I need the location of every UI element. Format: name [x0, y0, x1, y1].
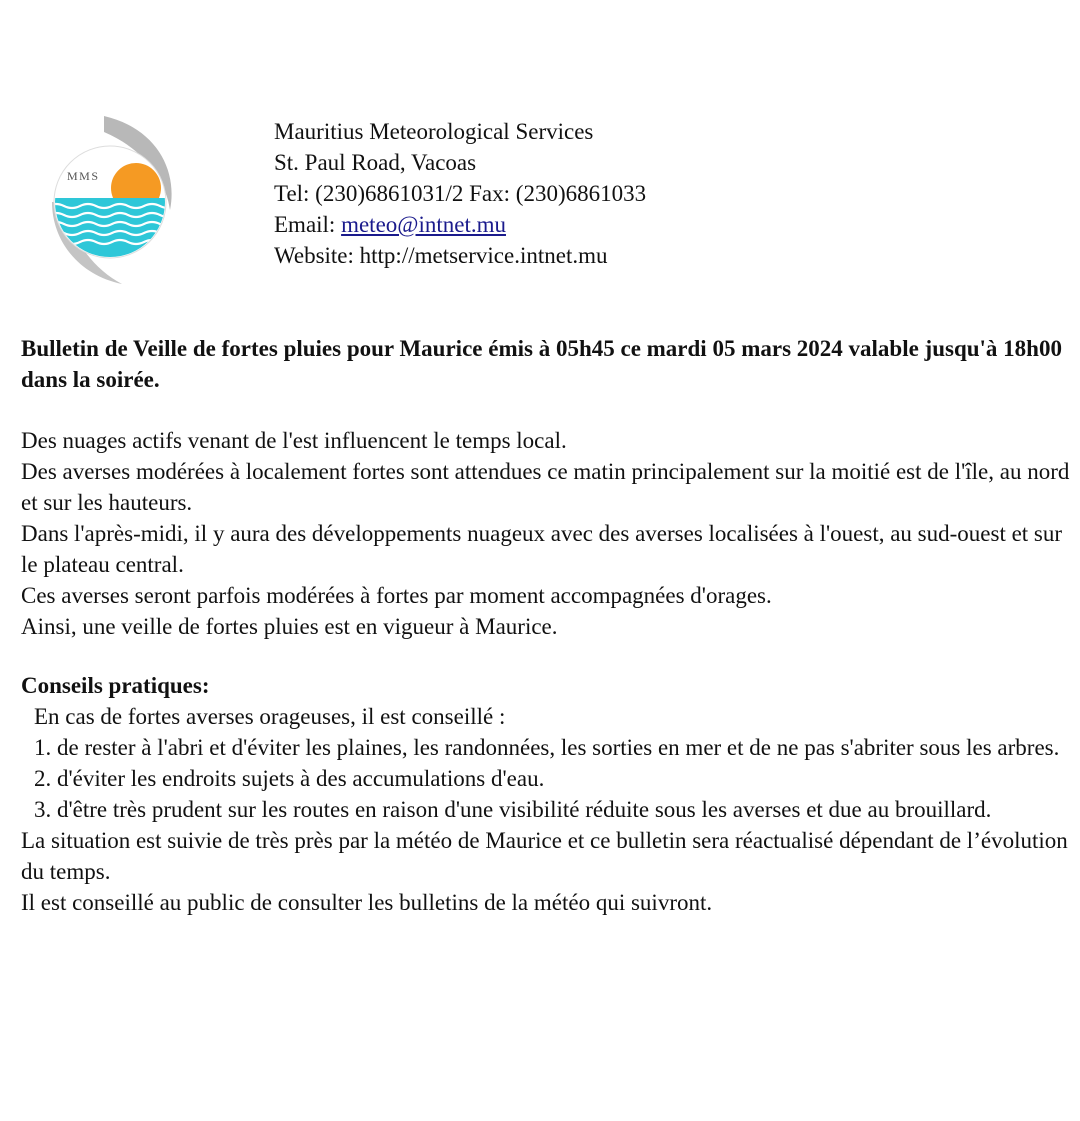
advice-item: 3. d'être très prudent sur les routes en raison d'une visibilité réduite sous les averses et due au brouillard. — [34, 797, 992, 822]
org-address: St. Paul Road, Vacoas — [274, 150, 477, 175]
advice-title: Conseils pratiques: — [21, 673, 210, 698]
org-phone-fax: Tel: (230)6861031/2 Fax: (230)6861033 — [274, 181, 647, 206]
closing-paragraph: Il est conseillé au public de consulter les bulletins de la météo qui suivront. — [21, 890, 713, 915]
bulletin-body — [21, 425, 1071, 642]
contact-block — [274, 116, 974, 271]
closing-paragraph: La situation est suivie de très près par la météo de Maurice et ce bulletin sera réactualisé dépendant de l’évolution du temps. — [21, 828, 1068, 884]
advice-item: 2. d'éviter les endroits sujets à des accumulations d'eau. — [34, 766, 545, 791]
org-email-line — [274, 209, 974, 240]
advice-intro: En cas de fortes averses orageuses, il est conseillé : — [34, 704, 506, 729]
body-paragraph: Ainsi, une veille de fortes pluies est en vigueur à Maurice. — [21, 614, 558, 639]
org-name: Mauritius Meteorological Services — [274, 119, 594, 144]
body-paragraph: Des averses modérées à localement fortes sont attendues ce matin principalement sur la moitié est de l'île, au nord et sur les hauteurs. — [21, 459, 1070, 515]
email-link[interactable]: meteo@intnet.mu — [341, 212, 506, 237]
advice-item: 1. de rester à l'abri et d'éviter les plaines, les randonnées, les sorties en mer et de ne pas s'abriter sous les arbres. — [34, 735, 1060, 760]
bulletin-title: Bulletin de Veille de fortes pluies pour Maurice émis à 05h45 ce mardi 05 mars 2024 valable jusqu'à 18h00 dans la soirée. — [21, 336, 1062, 392]
email-label: Email: — [274, 212, 342, 237]
body-paragraph: Ces averses seront parfois modérées à fortes par moment accompagnées d'orages. — [21, 583, 772, 608]
mms-logo — [48, 110, 184, 288]
body-paragraph: Dans l'après-midi, il y aura des développements nuageux avec des averses localisées à l'ouest, au sud-ouest et sur le plateau central. — [21, 521, 1063, 577]
body-paragraph: Des nuages actifs venant de l'est influencent le temps local. — [21, 428, 567, 453]
org-website: Website: http://metservice.intnet.mu — [274, 243, 608, 268]
advice-section — [21, 670, 1076, 918]
logo-text: MMS — [67, 169, 100, 183]
